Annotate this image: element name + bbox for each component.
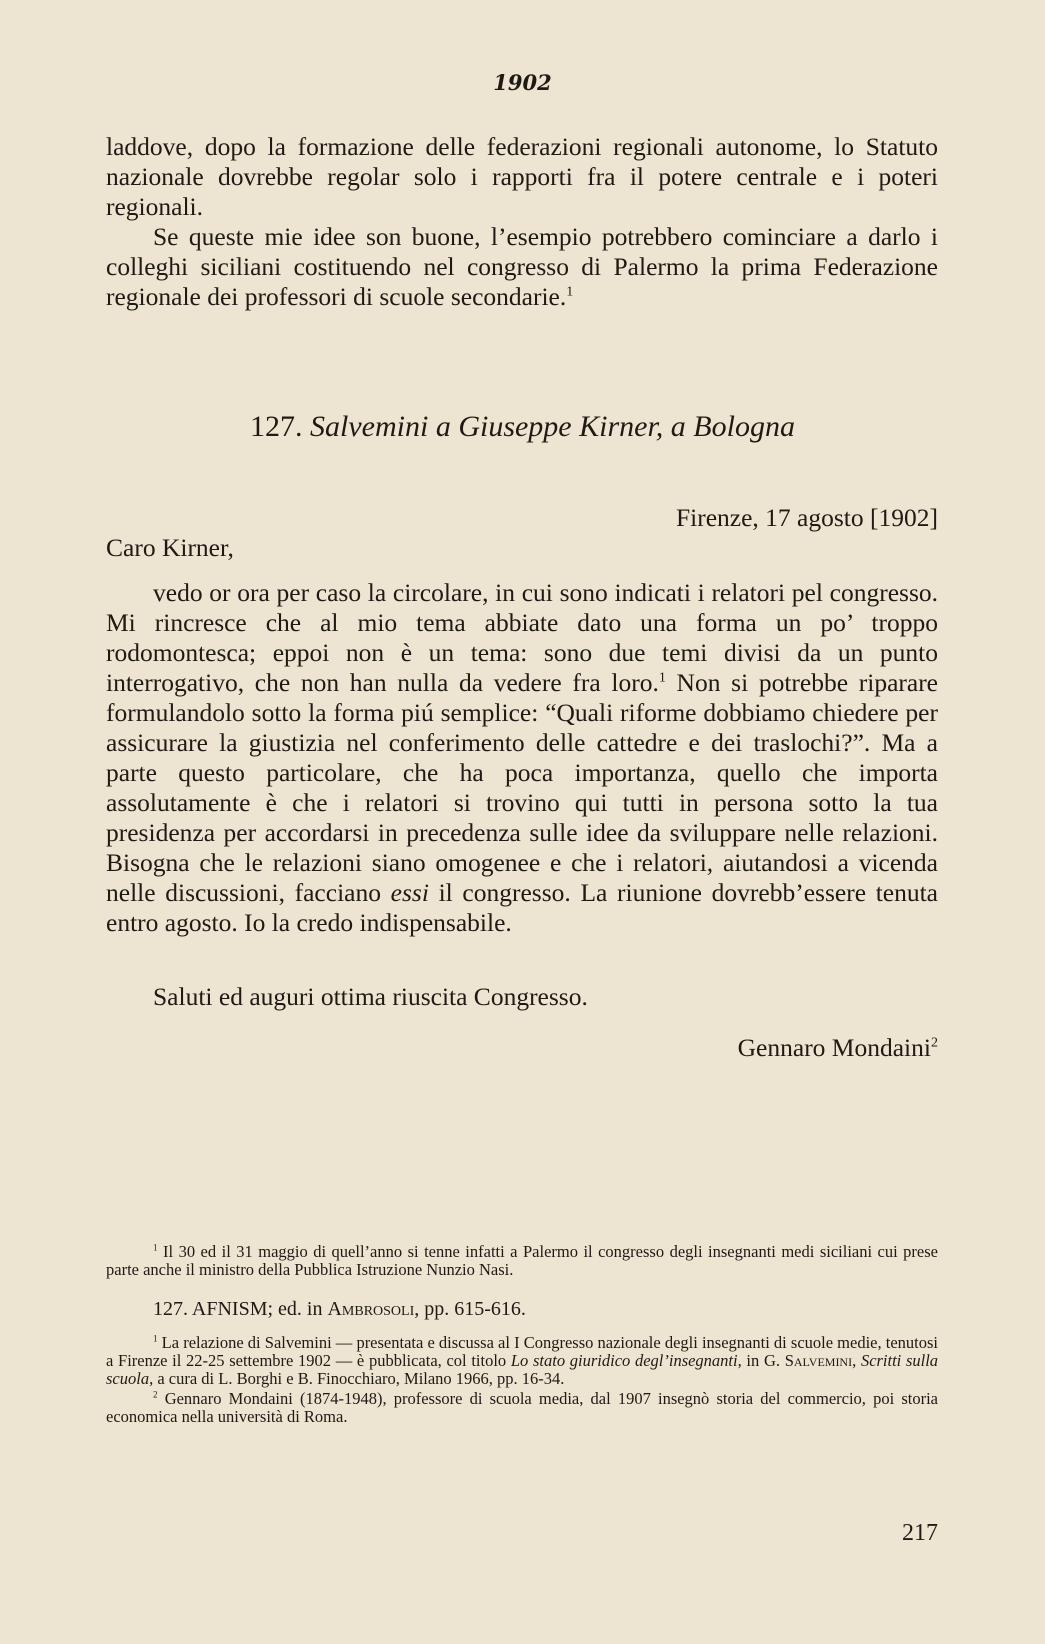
footnote-number: 1 xyxy=(153,1333,158,1344)
running-head: 1902 xyxy=(493,70,552,95)
footnote-text: , a cura di L. Borghi e B. Finocchiaro, Milano 1966, pp. 16-34. xyxy=(149,1369,565,1388)
footnote-item xyxy=(106,1390,938,1426)
page-number: 217 xyxy=(902,1520,938,1546)
footnote-item xyxy=(106,1334,938,1388)
letter-title: Salvemini a Giuseppe Kirner, a Bologna xyxy=(310,410,795,443)
footnote-ref: 1 xyxy=(658,670,666,686)
dateline: Firenze, 17 agosto [1902] xyxy=(675,503,938,532)
salutation: Caro Kirner, xyxy=(106,533,234,562)
footnote-item xyxy=(106,1243,938,1279)
footnote-number: 1 xyxy=(153,1242,158,1253)
footnote-text: Il 30 ed il 31 maggio di quell’anno si tenne infatti a Palermo il congresso degli insegnanti medi siciliani cui prese parte anche il ministro della Pubblica Istruzione Nunzio Nasi. xyxy=(106,1242,938,1279)
opening-paragraph-1: laddove, dopo la formazione delle federazioni regionali autonome, lo Statuto nazionale dovrebbe regolar solo i rapporti fra il potere centrale e i poteri regionali. xyxy=(106,132,938,221)
opening-paragraph-2-text: Se queste mie idee son buone, l’esempio potrebbero cominciare a darlo i colleghi siciliani costituendo nel congresso di Palermo la prima Federazione regionale dei professori di scuole secondarie. xyxy=(106,222,938,311)
closing-line: Saluti ed auguri ottima riuscita Congresso. xyxy=(153,982,588,1011)
footnote-previous-letter xyxy=(106,1243,938,1279)
footnote-text: , in G. xyxy=(737,1351,780,1370)
footnote-ref: 2 xyxy=(930,1035,938,1051)
source-note xyxy=(153,1298,526,1321)
footnote-number: 2 xyxy=(153,1389,158,1400)
signature xyxy=(738,1033,938,1063)
opening-text xyxy=(106,132,938,312)
source-author: Ambrosoli xyxy=(327,1298,415,1320)
opening-paragraph-2 xyxy=(106,222,938,312)
footnotes-letter xyxy=(106,1334,938,1426)
footnote-text: , xyxy=(852,1351,857,1370)
letter-text-part-1: vedo or ora per caso la circolare, in cui sono indicati i relatori pel congresso. Mi rincresce che al mio tema abbiate dato una forma un po’ troppo rodomontesca; eppoi non è un tema: sono due temi divisi da un punto interrogativo, che non han nulla da vedere fra loro. xyxy=(106,578,938,697)
letter-heading xyxy=(0,410,1045,444)
source-pages: , pp. 615-616. xyxy=(414,1298,526,1320)
footnote-author: Salvemini xyxy=(784,1351,853,1370)
footnote-book-title: Scritti sulla scuola xyxy=(106,1351,939,1388)
signature-name: Gennaro Mondaini xyxy=(737,1033,931,1062)
letter-emphasis: essi xyxy=(390,878,429,907)
footnote-text: Gennaro Mondaini (1874-1948), professore di scuola media, dal 1907 insegnò storia del commercio, poi storia economica nella università di Roma. xyxy=(106,1389,938,1426)
footnote-text: La relazione di Salvemini — presentata e discussa al I Congresso nazionale degli insegnanti di scuole medie, tenutosi a Firenze il 22-25 settembre 1902 — è pubblicata, col titolo xyxy=(106,1333,938,1370)
letter-text-part-2: Non si potrebbe riparare formulandolo sotto la forma piú semplice: “Quali riforme dobbiamo chiedere per assicurare la giustizia nel conferimento delle cattedre e dei traslochi?”. Ma a parte questo particolare, che ha poca importanza, quello che importa assolutamente è che i relatori si trovino qui tutti in persona sotto la tua presidenza per accordarsi in precedenza sulle idee da sviluppare nelle relazioni. Bisogna che le relazioni siano omogenee e che i relatori, aiutandosi a vicenda nelle discussioni, facciano xyxy=(106,668,939,907)
source-label: 127. AFNISM; ed. in xyxy=(153,1298,323,1320)
letter-text-part-3: il congresso. La riunione dovrebb’essere tenuta entro agosto. Io la credo indispensabile. xyxy=(106,878,939,937)
footnote-title: Lo stato giuridico degl’insegnanti xyxy=(510,1351,738,1370)
letter-number: 127. xyxy=(250,410,303,443)
letter-body xyxy=(106,578,938,938)
letter-paragraph xyxy=(106,578,938,938)
footnote-ref: 1 xyxy=(566,284,574,300)
